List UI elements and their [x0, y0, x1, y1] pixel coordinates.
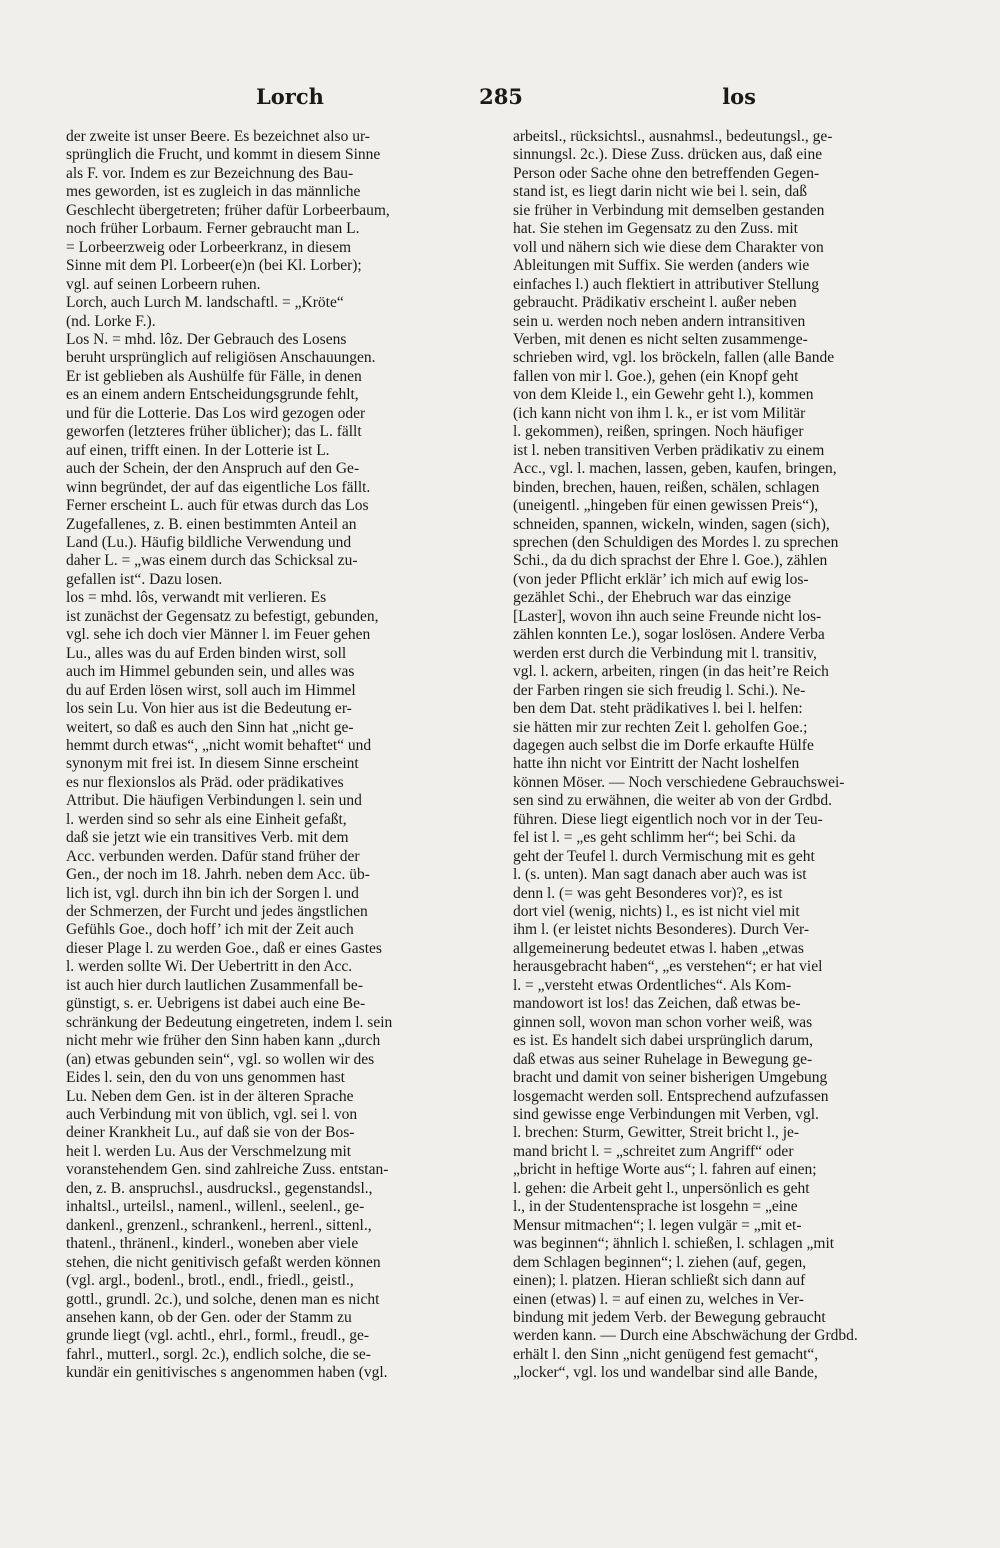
- right-column-line: daß etwas aus seiner Ruhelage in Bewegung ge-: [513, 1050, 813, 1068]
- right-column-line: denn l. (= was geht Besonderes vor)?, es ist: [513, 884, 783, 902]
- right-column-line: stand ist, es liegt darin nicht wie bei l. sein, daß: [513, 183, 808, 201]
- left-column-line: Gefühls Goe., doch hoff’ ich mit der Zeit auch: [66, 921, 354, 939]
- right-column-line: [Laster], wovon ihn auch seine Freunde nicht los-: [513, 607, 822, 625]
- right-column-line: bracht und damit von seiner bisherigen Umgebung: [513, 1069, 828, 1087]
- right-column-line: bindung mit jedem Verb. der Bewegung gebraucht: [513, 1309, 826, 1326]
- right-column-line: l. (s. unten). Man sagt danach aber auch was ist: [513, 866, 807, 884]
- left-column-line: stehen, die nicht genitivisch gefaßt werden können: [66, 1253, 381, 1271]
- right-column-line: (von jeder Pflicht erklär’ ich mich auf ewig los-: [513, 570, 809, 588]
- right-column-line: Mensur mitmachen“; l. legen vulgär = „mit et-: [513, 1216, 802, 1234]
- left-column-line: = Lorbeerzweig oder Lorbeerkranz, in diesem: [66, 238, 352, 256]
- left-column-line: ist auch hier durch lautlichen Zusammenfall be-: [66, 976, 363, 994]
- left-column-line: auch Verbindung mit von üblich, vgl. sei l. von: [66, 1106, 358, 1124]
- right-column-line: sie hätten mir zur rechten Zeit l. geholfen Goe.;: [513, 718, 808, 736]
- right-column-line: der Farben ringen sie sich freudig l. Schi.). Ne-: [513, 681, 806, 699]
- left-column-line: (an) etwas gebunden sein“, vgl. so wollen wir des: [66, 1050, 375, 1068]
- left-column-line: Sinne mit dem Pl. Lorbeer(e)n (bei Kl. Lorber);: [66, 257, 362, 275]
- left-column-line: deiner Krankheit Lu., auf daß sie von der Bos-: [66, 1124, 355, 1142]
- left-column-line: Zugefallenes, z. B. einen bestimmten Anteil an: [66, 515, 357, 533]
- right-column-line: Acc., vgl. l. machen, lassen, geben, kaufen, bringen,: [513, 460, 837, 478]
- left-column-line: lich ist, vgl. durch ihn bin ich der Sorgen l. und: [66, 884, 359, 902]
- right-column-line: sie früher in Verbindung mit demselben gestanden: [513, 201, 825, 219]
- left-column-line: Ferner erscheint L. auch für etwas durch das Los: [66, 497, 369, 515]
- right-column-line: ihm l. (er leistet nichts Besonderes). Durch Ver-: [513, 921, 809, 939]
- left-column-line: gottl., grundl. 2c.), und solche, denen man es nicht: [66, 1290, 380, 1308]
- right-column-line: binden, brechen, hauen, reißen, schälen, schlagen: [513, 478, 820, 496]
- right-column-line: vgl. l. ackern, arbeiten, ringen (in das heit’re Reich: [513, 663, 829, 681]
- left-column-line: inhaltsl., urteilsl., namenl., willenl., seelenl., ge-: [66, 1198, 365, 1216]
- right-column-line: werden kann. — Durch eine Abschwächung der Grdbd.: [513, 1327, 858, 1345]
- left-column-line: günstigt, s. er. Uebrigens ist dabei auch eine Be-: [66, 995, 366, 1013]
- right-text-column: [513, 128, 935, 1383]
- right-column-line: sen sind zu erwähnen, die weiter ab von der Grdbd.: [513, 792, 832, 810]
- right-column-line: sprechen (den Schuldigen des Mordes l. zu sprechen: [513, 533, 839, 551]
- right-column-line: führen. Diese liegt eigentlich noch vor in der Teu-: [513, 810, 823, 828]
- left-column-line: der zweite ist unser Beere. Es bezeichnet also ur-: [66, 128, 370, 145]
- left-column-line: vgl. auf seinen Lorbeern ruhen.: [66, 275, 261, 293]
- right-column-line: mandowort ist los! das Zeichen, daß etwas be-: [513, 995, 801, 1013]
- right-column-line: Verben, mit denen es nicht selten zusammenge-: [513, 330, 808, 348]
- left-column-line: (vgl. argl., bodenl., brotl., endl., friedl., geistl.,: [66, 1272, 354, 1290]
- right-column-line: zählen konnten Le.), sogar loslösen. Andere Verba: [513, 626, 825, 644]
- right-column-line: ginnen soll, wovon man schon vorher weiß, was: [513, 1013, 813, 1031]
- left-column-line: daß sie jetzt wie ein transitives Verb. mit dem: [66, 829, 349, 847]
- left-column-line: weitert, so daß es auch den Sinn hat „nicht ge-: [66, 718, 354, 736]
- left-column-line: als F. vor. Indem es zur Bezeichnung des Bau-: [66, 164, 354, 182]
- right-column-line: mand bricht l. = „schreitet zum Angriff“ oder: [513, 1142, 794, 1160]
- left-column-line: ist zunächst der Gegensatz zu befestigt, gebunden,: [66, 607, 379, 625]
- left-column-line: synonym mit frei ist. In diesem Sinne erscheint: [66, 755, 359, 773]
- right-column-line: l. = „versteht etwas Ordentliches“. Als Kom-: [513, 976, 792, 994]
- left-running-headword: Lorch: [256, 84, 324, 109]
- right-column-line: gezählet Schi., der Ehebruch war das einzige: [513, 589, 792, 607]
- right-running-headword: los: [722, 84, 756, 109]
- left-column-line: du auf Erden lösen wirst, soll auch im Himmel: [66, 681, 356, 699]
- left-column-line: nicht mehr wie früher den Sinn haben kann „durch: [66, 1032, 381, 1050]
- right-column-line: „locker“, vgl. los und wandelbar sind alle Bande,: [513, 1364, 818, 1382]
- right-column-line: fel ist l. = „es geht schlimm her“; bei Schi. da: [513, 829, 796, 847]
- left-column-line: fahrl., mutterl., sorgl. 2c.), endlich solche, die se-: [66, 1345, 371, 1363]
- left-column-line: geworfen (letzteres früher üblicher); das L. fällt: [66, 423, 362, 441]
- right-column-line: (ich kann nicht von ihm l. k., er ist vom Militär: [513, 404, 806, 422]
- left-column-line: Los N. = mhd. lôz. Der Gebrauch des Losens: [66, 330, 347, 348]
- left-column-line: und für die Lotterie. Das Los wird gezogen oder: [66, 404, 366, 422]
- left-text-column: [66, 128, 486, 1383]
- right-column-line: von dem Kleide l., ein Gewehr geht l.), kommen: [513, 386, 814, 404]
- left-column-line: beruht ursprünglich auf religiösen Anschauungen.: [66, 349, 376, 367]
- right-column-line: können Möser. — Noch verschiedene Gebrauchswei-: [513, 773, 845, 791]
- right-column-line: l., in der Studentensprache ist losgehn = „eine: [513, 1198, 798, 1216]
- left-column-line: sprünglich die Frucht, und kommt in diesem Sinne: [66, 146, 381, 164]
- right-column-line: arbeitsl., rücksichtsl., ausnahmsl., bedeutungsl., ge-: [513, 128, 833, 145]
- right-column-line: Ableitungen mit Suffix. Sie werden (anders wie: [513, 257, 810, 275]
- right-column-line: losgemacht werden soll. Entsprechend aufzufassen: [513, 1087, 829, 1105]
- left-column-line: daher L. = „was einem durch das Schicksal zu-: [66, 552, 358, 570]
- left-column-line: l. werden sind so sehr als eine Einheit gefaßt,: [66, 810, 347, 828]
- right-column-line: Person oder Sache ohne den betreffenden Gegen-: [513, 164, 820, 182]
- left-column-line: (nd. Lorke F.).: [66, 312, 156, 330]
- right-column-line: geht der Teufel l. durch Vermischung mit es geht: [513, 847, 815, 865]
- right-column-line: einen (etwas) l. = auf einen zu, welches in Ver-: [513, 1290, 804, 1308]
- right-column-line: (uneigentl. „hingeben für einen gewissen Preis“),: [513, 497, 819, 515]
- right-column-line: schneiden, spannen, wickeln, winden, sagen (sich),: [513, 515, 830, 533]
- left-column-line: Er ist geblieben als Aushülfe für Fälle, in denen: [66, 367, 362, 385]
- left-column-line: dieser Plage l. zu werden Goe., daß er eines Gastes: [66, 939, 382, 957]
- right-column-line: sein u. werden noch neben andern intransitiven: [513, 312, 806, 330]
- right-column-line: Schi., da du dich sprachst der Ehre l. Goe.), zählen: [513, 552, 828, 570]
- left-column-line: den, z. B. anspruchsl., ausdrucksl., gegenstandsl.,: [66, 1179, 373, 1197]
- right-column-line: voll und nähern sich wie diese dem Charakter von: [513, 238, 824, 256]
- left-column-line: noch früher Lorbaum. Ferner gebraucht man L.: [66, 220, 360, 238]
- page-number: 285: [479, 84, 523, 109]
- right-column-line: sind gewisse enge Verbindungen mit Verben, vgl.: [513, 1106, 819, 1124]
- right-column-line: l. brechen: Sturm, Gewitter, Streit bricht l., je-: [513, 1124, 800, 1142]
- right-column-line: hat. Sie stehen im Gegensatz zu den Zuss. mit: [513, 220, 798, 238]
- left-column-line: es an einem andern Entscheidungsgrunde fehlt,: [66, 386, 359, 404]
- left-column-line: auch der Schein, der den Anspruch auf den Ge-: [66, 460, 360, 478]
- left-column-line: auf einen, trifft einen. In der Lotterie ist L.: [66, 441, 330, 459]
- right-column-line: dort viel (wenig, nichts) l., es ist nicht viel mit: [513, 903, 800, 921]
- left-column-line: ansehen kann, ob der Gen. oder der Stamm zu: [66, 1309, 352, 1326]
- right-column-line: dem Schlagen beginnen“; l. ziehen (auf, gegen,: [513, 1253, 807, 1271]
- left-column-line: Lorch, auch Lurch M. landschaftl. = „Kröte“: [66, 294, 344, 312]
- right-column-line: hatte ihn nicht vor Eintritt der Nacht loshelfen: [513, 755, 800, 773]
- left-column-line: los sein Lu. Von hier aus ist die Bedeutung er-: [66, 700, 352, 718]
- right-column-line: fallen von mir l. Goe.), gehen (ein Knopf geht: [513, 367, 799, 385]
- right-column-line: l. gekommen), reißen, springen. Noch häufiger: [513, 423, 804, 441]
- left-column-line: mes geworden, ist es zugleich in das männliche: [66, 183, 361, 201]
- left-column-line: thatenl., thränenl., kinderl., woneben aber viele: [66, 1235, 359, 1253]
- left-column-line: heit l. werden Lu. Aus der Verschmelzung mit: [66, 1142, 352, 1160]
- left-column-line: schränkung der Bedeutung eingetreten, indem l. sein: [66, 1013, 393, 1031]
- left-column-line: Attribut. Die häufigen Verbindungen l. sein und: [66, 792, 362, 810]
- left-column-line: kundär ein genitivisches s angenommen haben (vgl.: [66, 1364, 388, 1382]
- left-column-line: dankenl., grenzenl., schrankenl., herrenl., sittenl.,: [66, 1216, 372, 1234]
- right-column-line: ben dem Dat. steht prädikatives l. bei l. helfen:: [513, 700, 803, 718]
- right-column-line: einen); l. platzen. Hieran schließt sich dann auf: [513, 1272, 806, 1290]
- right-column-line: herausgebracht haben“, „es verstehen“; er hat viel: [513, 958, 823, 976]
- left-column-line: auch im Himmel gebunden sein, und alles was: [66, 663, 355, 681]
- left-column-line: l. werden sollte Wi. Der Uebertritt in den Acc.: [66, 958, 353, 976]
- right-column-line: sinnungsl. 2c.). Diese Zuss. drücken aus, daß eine: [513, 146, 823, 164]
- left-column-line: los = mhd. lôs, verwandt mit verlieren. Es: [66, 589, 327, 607]
- page-header: [66, 84, 936, 116]
- right-column-line: einfaches l.) auch flektiert in attributiver Stellung: [513, 275, 820, 293]
- left-column-line: Lu., alles was du auf Erden binden wirst, soll: [66, 644, 347, 662]
- right-column-line: allgemeinerung bedeutet etwas l. haben „etwas: [513, 939, 804, 957]
- left-column-line: grunde liegt (vgl. achtl., ehrl., forml., freudl., ge-: [66, 1327, 370, 1345]
- left-column-line: winn begründet, der auf das eigentliche Los fällt.: [66, 478, 371, 496]
- left-column-line: voranstehendem Gen. sind zahlreiche Zuss. entstan-: [66, 1161, 389, 1179]
- left-column-line: der Schmerzen, der Furcht und jedes ängstlichen: [66, 903, 368, 921]
- left-column-line: Acc. verbunden werden. Dafür stand früher der: [66, 847, 360, 865]
- right-column-line: dagegen auch selbst die im Dorfe erkaufte Hülfe: [513, 736, 814, 754]
- left-column-line: vgl. sehe ich doch vier Männer l. im Feuer gehen: [66, 626, 371, 644]
- left-column-line: es nur flexionslos als Präd. oder prädikatives: [66, 773, 344, 791]
- left-column-line: Lu. Neben dem Gen. ist in der älteren Sprache: [66, 1087, 354, 1105]
- right-column-line: werden erst durch die Verbindung mit l. transitiv,: [513, 644, 817, 662]
- left-column-line: Eides l. sein, den du von uns genommen hast: [66, 1069, 345, 1087]
- left-column-line: gefallen ist“. Dazu losen.: [66, 570, 223, 588]
- right-column-line: gebraucht. Prädikativ erscheint l. außer neben: [513, 294, 797, 312]
- right-column-line: es ist. Es handelt sich dabei ursprünglich darum,: [513, 1032, 814, 1050]
- right-column-line: schrieben wird, vgl. los bröckeln, fallen (alle Bande: [513, 349, 835, 367]
- left-column-line: hemmt durch etwas“, „nicht womit behaftet“ und: [66, 736, 372, 754]
- right-column-line: „bricht in heftige Worte aus“; l. fahren auf einen;: [513, 1161, 817, 1179]
- left-column-line: Land (Lu.). Häufig bildliche Verwendung und: [66, 533, 352, 551]
- right-column-line: l. gehen: die Arbeit geht l., unpersönlich es geht: [513, 1179, 810, 1197]
- right-column-line: was beginnen“; ähnlich l. schießen, l. schlagen „mit: [513, 1235, 835, 1253]
- left-column-line: Geschlecht übergetreten; früher dafür Lorbeerbaum,: [66, 201, 390, 219]
- right-column-line: erhält l. den Sinn „nicht genügend fest gemacht“,: [513, 1345, 819, 1363]
- right-column-line: ist l. neben transitiven Verben prädikativ zu einem: [513, 441, 825, 459]
- left-column-line: Gen., der noch im 18. Jahrh. neben dem Acc. üb-: [66, 866, 370, 884]
